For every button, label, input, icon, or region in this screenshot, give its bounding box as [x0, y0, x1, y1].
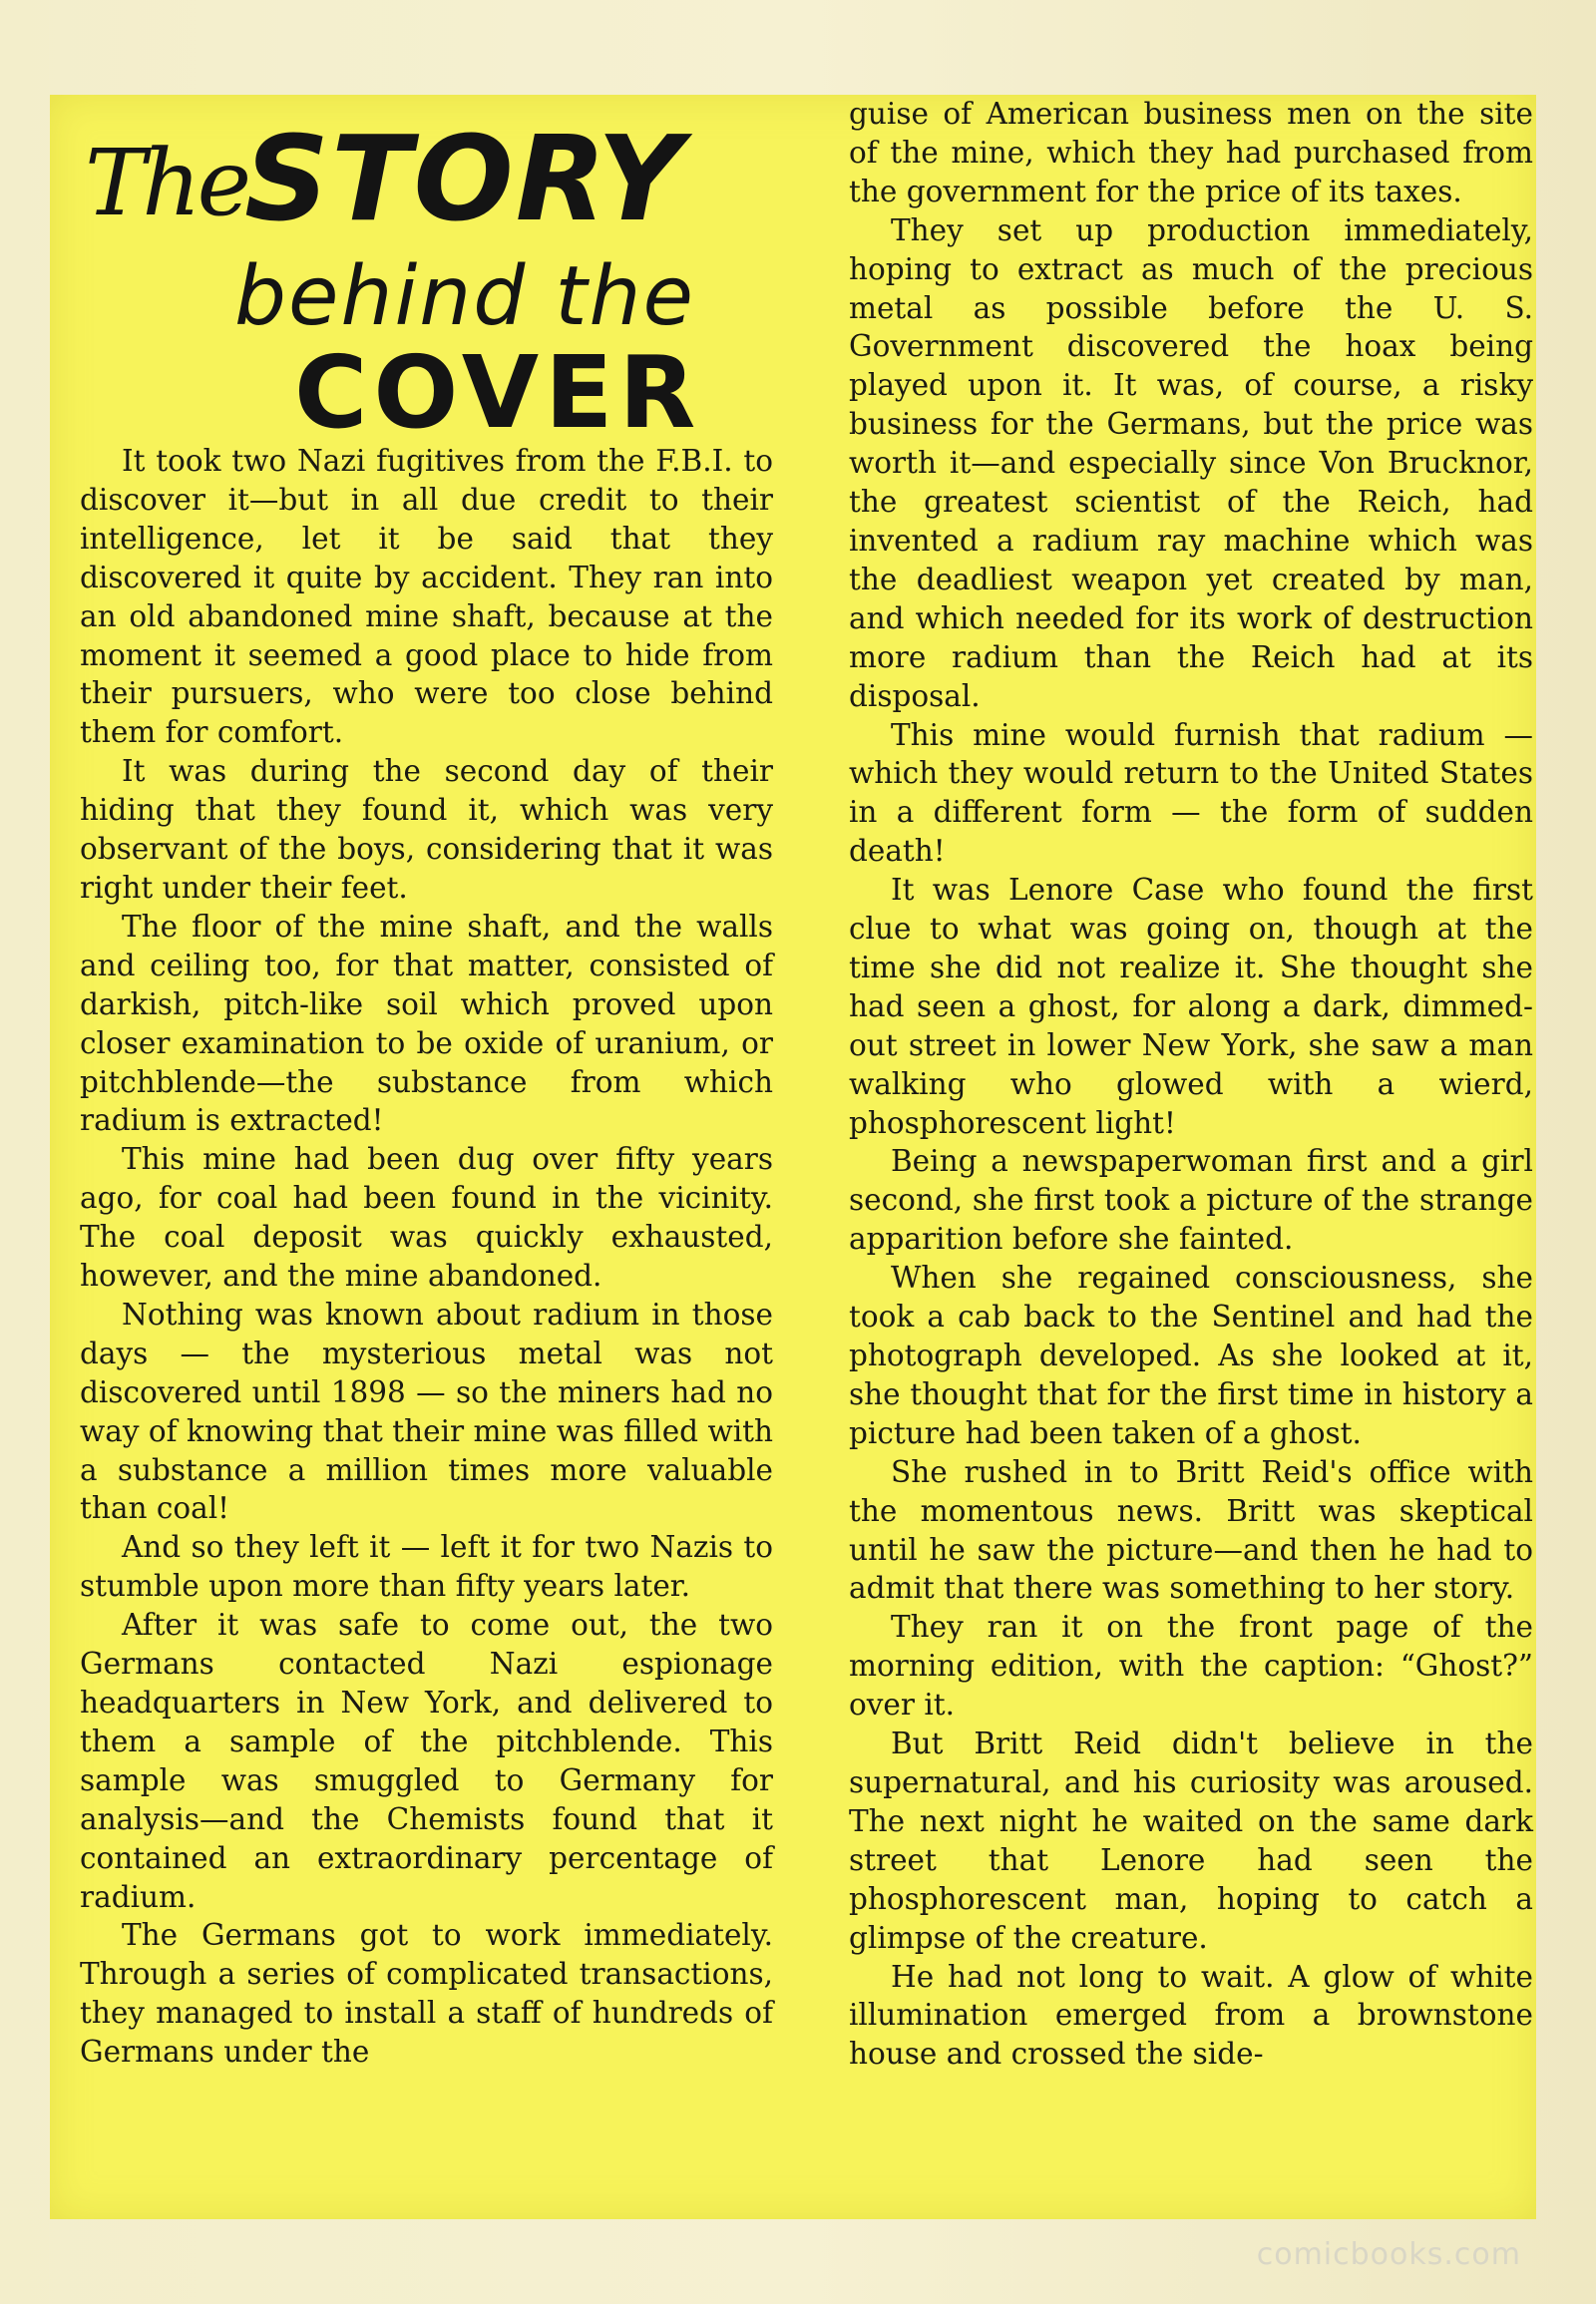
paragraph: It took two Nazi fugitives from the F.B.I. to discover it—but in all due credit to their intelligence, let it be said that they discovered it quite by accident. They ran into an old abandoned mine shaft, because at the moment it seemed a good place to hide from their pursuers, who were too close behind them for comfort. — [80, 444, 773, 750]
paragraph: They set up production immediately, hoping to extract as much of the precious metal as possible before the U. S. Government discovered the hoax being played upon it. It was, of course, a risky business for the Germans, but the price was worth it—and especially since Von Brucknor, the greatest scientist of the Reich, had invented a radium ray machine which was the deadliest weapon yet created by man, and which needed for its work of destruction more radium than the Reich had at its disposal. — [849, 212, 1533, 713]
paragraph: Being a newspaperwoman first and a girl second, she first took a picture of the strange apparition before she fainted. — [849, 1144, 1533, 1257]
paragraph: This mine had been dug over fifty years ago, for coal had been found in the vicinity. The coal deposit was quickly exhausted, however, and the mine abandoned. — [80, 1142, 773, 1294]
paragraph: This mine would furnish that radium —which they would return to the United States in a different form — the form of sudden death! — [849, 717, 1533, 869]
paragraph: But Britt Reid didn't believe in the supernatural, and his curiosity was aroused. The next night he waited on the same dark street that Lenore had seen the phosphorescent man, hoping to catch a glimpse of the creature. — [849, 1727, 1533, 1955]
paragraph: It was during the second day of their hiding that they found it, which was very observant of the boys, considering that it was right under their feet. — [80, 754, 773, 905]
headline-story: STORY — [244, 110, 685, 247]
paragraph: He had not long to wait. A glow of white illumination emerged from a brownstone house and crossed the side- — [849, 1959, 1533, 2072]
headline-the: The — [85, 130, 248, 236]
paragraph: The floor of the mine shaft, and the walls and ceiling too, for that matter, consisted of darkish, pitch-like soil which proved upon closer examination to be oxide of uranium, or pitchblende—the substance from which radium is extracted! — [80, 909, 773, 1138]
paragraph: Nothing was known about radium in those days — the mysterious metal was not discovered until 1898 — so the miners had no way of knowing that their mine was filled with a substance a million times more valuable than coal! — [80, 1297, 773, 1526]
paragraph: And so they left it — left it for two Nazis to stumble upon more than fifty years later. — [80, 1530, 773, 1604]
left-text-column — [80, 442, 773, 2072]
paragraph-continuation: guise of American business men on the site of the mine, which they had purchased from the government for the price of its taxes. — [849, 97, 1533, 208]
headline-cover: COVER — [294, 334, 702, 451]
paragraph: She rushed in to Britt Reid's office with the momentous news. Britt was skeptical until he saw the picture—and then he had to admit that there was something to her story. — [849, 1454, 1533, 1606]
right-text-column — [849, 95, 1533, 2074]
paragraph: It was Lenore Case who found the first clue to what was going on, though at the time she did not realize it. She thought she had seen a ghost, for along a dark, dimmed-out street in lower New York, she saw a man walking who glowed with a wierd, phosphorescent light! — [849, 873, 1533, 1140]
headline-behind-the: behind the — [234, 249, 695, 344]
watermark: comicbooks.com — [1256, 2237, 1521, 2272]
paragraph: The Germans got to work immediately. Through a series of complicated transactions, they managed to install a staff of hundreds of Germans under the — [80, 1918, 773, 2070]
headline — [80, 110, 798, 451]
paragraph: After it was safe to come out, the two Germans contacted Nazi espionage headquarters in New York, and delivered to them a sample of the pitchblende. This sample was smuggled to Germany for analysis—and the Chemists found that it contained an extraordinary percentage of radium. — [80, 1608, 773, 1914]
paragraph: When she regained consciousness, she took a cab back to the Sentinel and had the photograph developed. As she looked at it, she thought that for the first time in history a picture had been taken of a ghost. — [849, 1261, 1533, 1450]
paragraph: They ran it on the front page of the morning edition, with the caption: “Ghost?” over it. — [849, 1610, 1533, 1723]
